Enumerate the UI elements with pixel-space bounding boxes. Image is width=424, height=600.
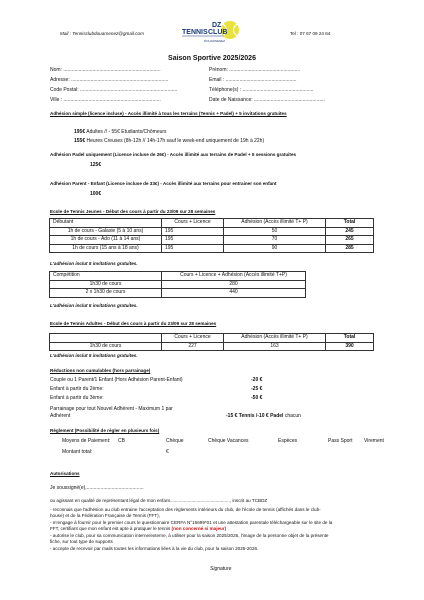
signature-label: Signature	[210, 566, 232, 572]
autorisations-heading: Autorisations	[50, 471, 80, 476]
autorisation-line: - autorise le club, pour sa communication interne/externe, à utiliser pour la saison 2025/2026, l'image de la personne objet de la présente	[50, 533, 329, 538]
club-logo	[180, 20, 242, 46]
field-email[interactable]: Email : ...................................................	[209, 77, 297, 83]
field-nom[interactable]: Nom: ......................................................................	[50, 67, 161, 73]
table-cell: 285	[326, 244, 374, 253]
simple-heading: Adhésion simple (licence incluse) - Accès illimité à tous les terrains (Tennis + Padel) + 5 invitations gratuites	[50, 111, 287, 116]
adultes-heading: Ecole de Tennis Adultes - Début des cours à partir du 23/09 sur 28 semaines	[50, 321, 217, 326]
padel-heading: Adhésion Padel uniquement (Licence incluse de 26€) - Accès illimité aux terrains de Padel + 5 sessions gratuites	[50, 152, 297, 157]
table-cell: 390	[326, 342, 374, 351]
field-code-postal[interactable]: Code Postal: ......................................................................	[50, 87, 178, 93]
reglement-heading: Règlement (Possibilité de régler en plusieurs fois)	[50, 428, 160, 433]
table-cell: 280	[162, 280, 306, 289]
reduction-label: Enfant à partir du 2ème:	[50, 386, 104, 392]
table-cell: Total	[326, 334, 374, 343]
field-telephone[interactable]: Téléphone(s) : ...................................................	[209, 87, 314, 93]
table-cell	[50, 334, 162, 343]
reductions-heading: Réductions non cumulables (hors parrainage)	[50, 368, 151, 373]
competition-table	[49, 271, 306, 298]
table-cell: 195	[162, 227, 224, 236]
parrainage-values: -15 € Tennis /-10 € Padel chacun	[226, 413, 301, 419]
table-cell: 1h de cours - Galaxie (5 à 10 ans)	[50, 227, 162, 236]
reduction-value: -25 €	[251, 386, 263, 392]
jeunes-table	[49, 218, 374, 253]
parent-heading: Adhésion Parent - Enfant (Licence incluse de 33€) - Accès illimité aux terrains pour entrainer son enfant	[50, 181, 277, 186]
table-cell: 195	[162, 244, 224, 253]
competition-note: L'adhésion inclut 5 invitations gratuites.	[50, 303, 138, 308]
adultes-note: L'adhésion inclut 5 invitations gratuites.	[50, 353, 138, 358]
field-ville[interactable]: Ville : ......................................................................	[50, 97, 161, 103]
table-cell: 195	[162, 236, 224, 245]
table-cell: Adhésion (Accès illimité T+ P)	[224, 219, 326, 228]
table-header-row	[50, 272, 306, 281]
payment-option-especes[interactable]: Espèces	[278, 438, 298, 444]
table-cell: 2 x 1h30 de cours	[50, 289, 162, 298]
table-row	[50, 236, 374, 245]
svg-text:CLUB: CLUB	[208, 29, 228, 36]
payment-option-cb[interactable]: CB	[118, 438, 125, 444]
table-cell: 90	[224, 244, 326, 253]
field-adresse[interactable]: Adresse: ......................................................................	[50, 77, 169, 83]
table-row	[50, 280, 306, 289]
simple-line-2: 155€ Heures Creuses (8h-12h // 14h-17h sauf le week-end uniquement de 19h à 22h)	[74, 138, 265, 144]
autorisation-line: Je soussigné(e),.........................................	[50, 485, 144, 491]
autorisation-line: FFT, certifiant que mon enfant est apte à pratiquer le tennis (non concerné si majeur)	[50, 526, 227, 531]
table-row	[50, 244, 374, 253]
table-cell: Adhésion (Accès illimité T+ P)	[224, 334, 326, 343]
club-email: Mail : Tennisclubdouarnenez@gmail.com	[60, 31, 144, 36]
svg-text:DOUARNENEZ: DOUARNENEZ	[204, 39, 226, 43]
reduction-label: Enfant à partir du 3ème:	[50, 395, 104, 401]
autorisation-line: house) et de la Fédération Française de Tennis (FFT),	[50, 513, 160, 518]
autorisation-line: - m'engage à fournir pour le premier cours le questionnaire CERFA N°15699*01 et une attestation parentale téléchargeable sur le site de la	[50, 520, 333, 525]
table-cell: 70	[224, 236, 326, 245]
table-header-row	[50, 219, 374, 228]
field-date-naissance[interactable]: Date de Naissance: ...................................................	[209, 97, 325, 103]
svg-text:TENNIS: TENNIS	[182, 29, 208, 36]
montant-label: Montant total:	[62, 449, 93, 455]
moyens-label: Moyens de Paiement:	[62, 438, 111, 444]
table-cell: Cours + Licence	[162, 219, 224, 228]
page-title: Saison Sportive 2025/2026	[168, 55, 256, 62]
table-cell: 1h30 de cours	[50, 280, 162, 289]
tennis-ball-logo-icon	[180, 20, 242, 46]
table-header-row	[50, 334, 374, 343]
reduction-label: Couple ou 1 Parent/1 Enfant (Hors Adhésion Parent-Enfant)	[50, 377, 183, 383]
payment-option-pass-sport[interactable]: Pass Sport	[328, 438, 353, 444]
parent-price: 100€	[90, 191, 102, 197]
montant-value[interactable]: €	[166, 449, 169, 455]
jeunes-note: L'adhésion inclut 5 invitations gratuites.	[50, 261, 138, 266]
autorisation-line: fiche, sur tout type de supports	[50, 539, 113, 544]
table-row	[50, 342, 374, 351]
table-cell: 163	[224, 342, 326, 351]
table-cell: Cours + Licence + Adhésion (Accès illimité T+P)	[162, 272, 306, 281]
parrainage-line-1: Parrainage pour tout Nouvel Adhérent - Maximum 1 par	[50, 406, 173, 412]
payment-option-virement[interactable]: Virement	[364, 438, 384, 444]
table-cell: Compétition	[50, 272, 162, 281]
payment-option-cheque-vacances[interactable]: Chèque Vacances	[208, 438, 249, 444]
table-cell: 440	[162, 289, 306, 298]
table-cell: 1h de cours (15 ans à 18 ans)	[50, 244, 162, 253]
parrainage-line-2: Adhérent	[50, 413, 71, 419]
table-cell: 265	[326, 236, 374, 245]
simple-line-1: 195€ Adultes // - 55€ Etudiants/Chômeurs	[74, 129, 167, 135]
reduction-value: -20 €	[251, 377, 263, 383]
jeunes-heading: Ecole de Tennis Jeunes - Début des cours à partir du 23/09 sur 28 semaines	[50, 209, 216, 214]
field-prenom[interactable]: Prénom: ...................................................	[209, 67, 301, 73]
payment-option-cheque[interactable]: Chèque	[166, 438, 184, 444]
svg-text:DZ: DZ	[212, 22, 222, 29]
autorisation-line: - reconnais que l'adhésion au club entraine l'acceptation des règlements intérieurs du club, de l'école de tennis (affichés dans le club-	[50, 507, 321, 512]
table-cell: Total	[326, 219, 374, 228]
autorisation-line: ou agissant en qualité de représentant légal de mon enfant..............................................., inscrit au TCBDZ	[50, 498, 268, 503]
padel-price: 125€	[90, 162, 102, 168]
adultes-table	[49, 333, 374, 351]
autorisation-line: - accepte de recevoir par mails toutes les informations liées à la vie du club, pour la saison 2025-2026.	[50, 546, 259, 551]
reduction-value: -50 €	[251, 395, 263, 401]
table-cell: Débutant	[50, 219, 162, 228]
table-cell: 1h30 de cours	[50, 342, 162, 351]
club-phone: Tel : 07 67 09 24 64	[290, 31, 331, 36]
table-cell: 245	[326, 227, 374, 236]
table-cell: 1h de cours - Ado (11 à 14 ans)	[50, 236, 162, 245]
table-cell: 50	[224, 227, 326, 236]
table-cell: 227	[162, 342, 224, 351]
table-row	[50, 289, 306, 298]
table-row	[50, 227, 374, 236]
table-cell: Cours + Licence	[162, 334, 224, 343]
